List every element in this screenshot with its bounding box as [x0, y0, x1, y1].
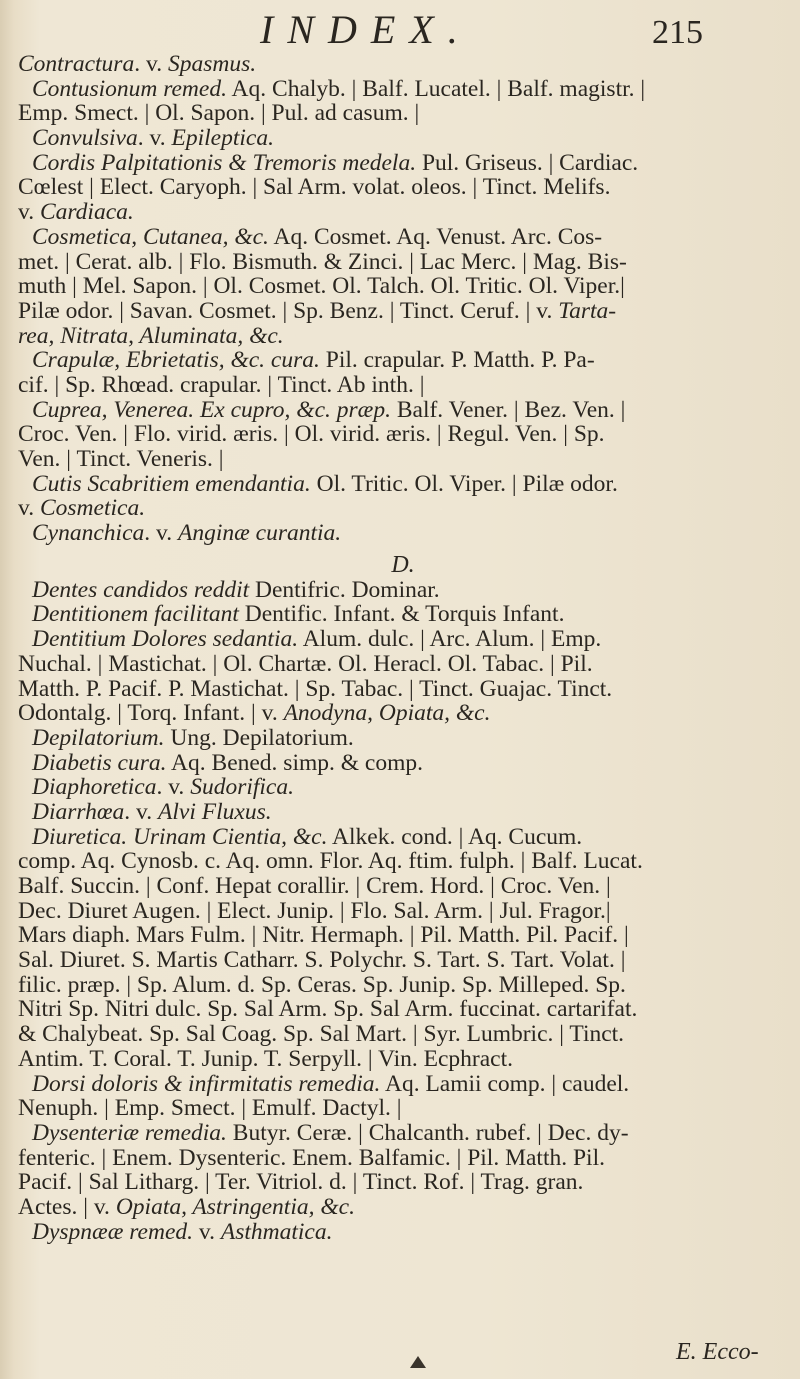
- index-line: [18, 578, 788, 603]
- index-line: [18, 677, 788, 702]
- page-header: [0, 4, 800, 52]
- index-text: Ven. | Tinct. Veneris. |: [18, 447, 224, 472]
- index-term: Dyspnææ remed.: [32, 1219, 194, 1245]
- index-line: [18, 825, 788, 850]
- index-line: [18, 250, 788, 275]
- index-line: [18, 126, 788, 151]
- index-term: Spasmus.: [167, 52, 257, 77]
- index-line: [18, 373, 788, 398]
- index-line: [18, 175, 788, 200]
- index-line: [18, 627, 788, 652]
- index-line: [18, 1220, 788, 1245]
- index-text: fenteric. | Enem. Dysenteric. Enem. Balfamic. | Pil. Matth. Pil.: [18, 1145, 605, 1171]
- index-line: [18, 496, 788, 521]
- index-text: Nuchal. | Mastichat. | Ol. Chartæ. Ol. Heracl. Ol. Tabac. | Pil.: [18, 651, 593, 677]
- index-term: Diabetis cura.: [32, 750, 167, 776]
- index-text: Matth. P. Pacif. P. Mastichat. | Sp. Tabac. | Tinct. Guajac. Tinct.: [18, 676, 613, 702]
- index-term: Crapulæ, Ebrietatis, &c. cura.: [32, 348, 320, 373]
- index-text: Cœlest | Elect. Caryoph. | Sal Arm. volat. oleos. | Tinct. Melifs.: [18, 175, 611, 201]
- index-line: [18, 472, 788, 497]
- index-term: Contractura: [18, 52, 135, 77]
- index-text: Pul. Griseus. | Cardiac.: [416, 150, 639, 176]
- index-text: met. | Cerat. alb. | Flo. Bismuth. & Zinci. | Lac Merc. | Mag. Bis-: [18, 249, 627, 275]
- index-line: [18, 973, 788, 998]
- index-text: Ung. Depilatorium.: [164, 725, 354, 751]
- index-line: [18, 874, 788, 899]
- index-text: Balf. Vener. | Bez. Ven. |: [390, 397, 626, 423]
- index-text: Odontalg. | Torq. Infant. | v.: [18, 701, 284, 726]
- index-text: Aq. Bened. simp. & comp.: [166, 750, 423, 776]
- index-line: [18, 1022, 788, 1047]
- index-term: Alvi Fluxus.: [158, 799, 272, 825]
- index-term: Cosmetica, Cutanea, &c.: [32, 224, 269, 250]
- index-line: [18, 521, 788, 546]
- index-text: v.: [18, 200, 40, 225]
- index-text: Nitri Sp. Nitri dulc. Sp. Sal Arm. Sp. Sal Arm. fuccinat. cartarifat.: [18, 997, 638, 1023]
- index-term: Anginæ curantia.: [177, 521, 342, 546]
- index-line: [18, 398, 788, 423]
- index-line: [18, 1047, 788, 1072]
- index-text: . v.: [124, 799, 159, 825]
- index-text: . v.: [144, 521, 178, 546]
- index-text: . v.: [156, 775, 191, 800]
- index-line: [18, 1195, 788, 1220]
- index-term: Dorsi doloris & infirmitatis remedia.: [32, 1071, 381, 1097]
- index-term: Cordis Palpitationis & Tremoris medela.: [32, 150, 417, 176]
- index-line: [18, 726, 788, 751]
- index-line: [18, 899, 788, 924]
- index-text: Actes. | v.: [18, 1194, 116, 1220]
- index-term: Cynanchica: [32, 521, 145, 546]
- index-term: rea, Nitrata, Aluminata, &c.: [18, 323, 284, 349]
- index-line: [18, 701, 788, 726]
- index-term: Dentitionem facilitant: [32, 602, 239, 628]
- index-line: [18, 52, 788, 77]
- page-number: 215: [652, 14, 703, 51]
- index-term: Cuprea, Venerea. Ex cupro, &c. præp.: [32, 397, 391, 423]
- index-text: filic. præp. | Sp. Alum. d. Sp. Ceras. Sp. Junip. Sp. Milleped. Sp.: [18, 972, 626, 998]
- index-text: Emp. Smect. | Ol. Sapon. | Pul. ad casum. |: [18, 101, 420, 127]
- index-text: Sal. Diuret. S. Martis Catharr. S. Polychr. S. Tart. S. Tart. Volat. |: [18, 948, 626, 973]
- index-term: D.: [391, 551, 415, 578]
- index-text: Antim. T. Coral. T. Junip. T. Serpyll. | Vin. Ecphract.: [18, 1046, 514, 1072]
- section-letter: [18, 552, 788, 578]
- index-term: Diaphoretica: [32, 775, 157, 800]
- index-term: Convulsiva: [32, 126, 138, 151]
- index-term: Depilatorium.: [32, 725, 165, 751]
- index-term: Dysenteriæ remedia.: [32, 1120, 227, 1146]
- index-line: [18, 324, 788, 349]
- index-term: Asthmatica.: [220, 1219, 333, 1245]
- index-line: [18, 751, 788, 776]
- index-line: [18, 274, 788, 299]
- index-body: [18, 52, 788, 1244]
- index-term: Epileptica.: [171, 126, 274, 151]
- index-text: Alum. dulc. | Arc. Alum. | Emp.: [298, 627, 602, 652]
- index-term: Cardiaca.: [39, 200, 134, 225]
- index-text: muth | Mel. Sapon. | Ol. Cosmet. Ol. Talch. Ol. Tritic. Ol. Viper.|: [18, 274, 625, 299]
- catchword: E. Ecco-: [676, 1339, 759, 1365]
- index-line: [18, 422, 788, 447]
- running-title: INDEX.: [260, 7, 472, 52]
- index-text: v.: [193, 1219, 221, 1245]
- index-line: [18, 948, 788, 973]
- index-line: [18, 1072, 788, 1097]
- index-line: [18, 1146, 788, 1171]
- index-line: [18, 447, 788, 472]
- index-text: Aq. Chalyb. | Balf. Lucatel. | Balf. magistr. |: [226, 76, 646, 102]
- index-term: Diarrhœa: [32, 799, 125, 825]
- index-text: & Chalybeat. Sp. Sal Coag. Sp. Sal Mart. | Syr. Lumbric. | Tinct.: [18, 1022, 625, 1047]
- index-term: Contusionum remed.: [32, 76, 227, 102]
- index-term: Dentes candidos reddit: [32, 577, 250, 603]
- index-text: Balf. Succin. | Conf. Hepat corallir. | Crem. Hord. | Croc. Ven. |: [18, 874, 611, 899]
- index-text: Dentific. Infant. & Torquis Infant.: [238, 602, 565, 628]
- index-text: Dentifric. Dominar.: [249, 577, 440, 603]
- index-text: Pilæ odor. | Savan. Cosmet. | Sp. Benz. | Tinct. Ceruf. | v.: [18, 298, 559, 324]
- index-term: Sudorifica.: [190, 775, 294, 800]
- index-term: Anodyna, Opiata, &c.: [283, 701, 491, 726]
- printer-mark-icon: [410, 1356, 426, 1368]
- index-term: Opiata, Astringentia, &c.: [115, 1194, 355, 1220]
- index-text: Ol. Tritic. Ol. Viper. | Pilæ odor.: [310, 471, 618, 497]
- index-text: Alkek. cond. | Aq. Cucum.: [327, 824, 583, 850]
- index-line: [18, 101, 788, 126]
- index-line: [18, 151, 788, 176]
- index-line: [18, 1121, 788, 1146]
- index-line: [18, 602, 788, 627]
- index-term: Dentitium Dolores sedantia.: [32, 627, 299, 652]
- index-text: Pil. crapular. P. Matth. P. Pa-: [319, 348, 595, 373]
- index-line: [18, 225, 788, 250]
- index-text: Pacif. | Sal Litharg. | Ter. Vitriol. d. | Tinct. Rof. | Trag. gran.: [18, 1170, 584, 1195]
- index-line: [18, 923, 788, 948]
- index-line: [18, 849, 788, 874]
- index-line: [18, 800, 788, 825]
- index-term: Cutis Scabritiem emendantia.: [32, 471, 311, 497]
- index-term: Cosmetica.: [39, 496, 146, 522]
- index-line: [18, 1096, 788, 1121]
- index-text: Aq. Cosmet. Aq. Venust. Arc. Cos-: [268, 224, 603, 250]
- index-text: Dec. Diuret Augen. | Elect. Junip. | Flo. Sal. Arm. | Jul. Fragor.|: [18, 898, 611, 924]
- index-line: [18, 348, 788, 373]
- index-text: comp. Aq. Cynosb. c. Aq. omn. Flor. Aq. ftim. fulph. | Balf. Lucat.: [18, 849, 643, 874]
- index-text: Mars diaph. Mars Fulm. | Nitr. Hermaph. | Pil. Matth. Pil. Pacif. |: [18, 923, 629, 949]
- index-text: . v.: [137, 126, 172, 151]
- index-line: [18, 77, 788, 102]
- index-text: Aq. Lamii comp. | caudel.: [380, 1071, 630, 1097]
- index-term: Diuretica. Urinam Cientia, &c.: [32, 824, 328, 850]
- index-text: Nenuph. | Emp. Smect. | Emulf. Dactyl. |: [18, 1096, 402, 1121]
- index-line: [18, 997, 788, 1022]
- index-text: cif. | Sp. Rhœad. crapular. | Tinct. Ab inth. |: [18, 372, 425, 398]
- index-text: . v.: [134, 52, 168, 77]
- index-line: [18, 775, 788, 800]
- index-text: Croc. Ven. | Flo. virid. æris. | Ol. virid. æris. | Regul. Ven. | Sp.: [18, 422, 605, 447]
- index-line: [18, 1170, 788, 1195]
- index-line: [18, 200, 788, 225]
- index-line: [18, 299, 788, 324]
- index-text: Butyr. Ceræ. | Chalcanth. rubef. | Dec. dy-: [226, 1120, 629, 1146]
- index-line: [18, 652, 788, 677]
- index-term: Tarta-: [558, 298, 617, 324]
- index-text: v.: [18, 496, 40, 522]
